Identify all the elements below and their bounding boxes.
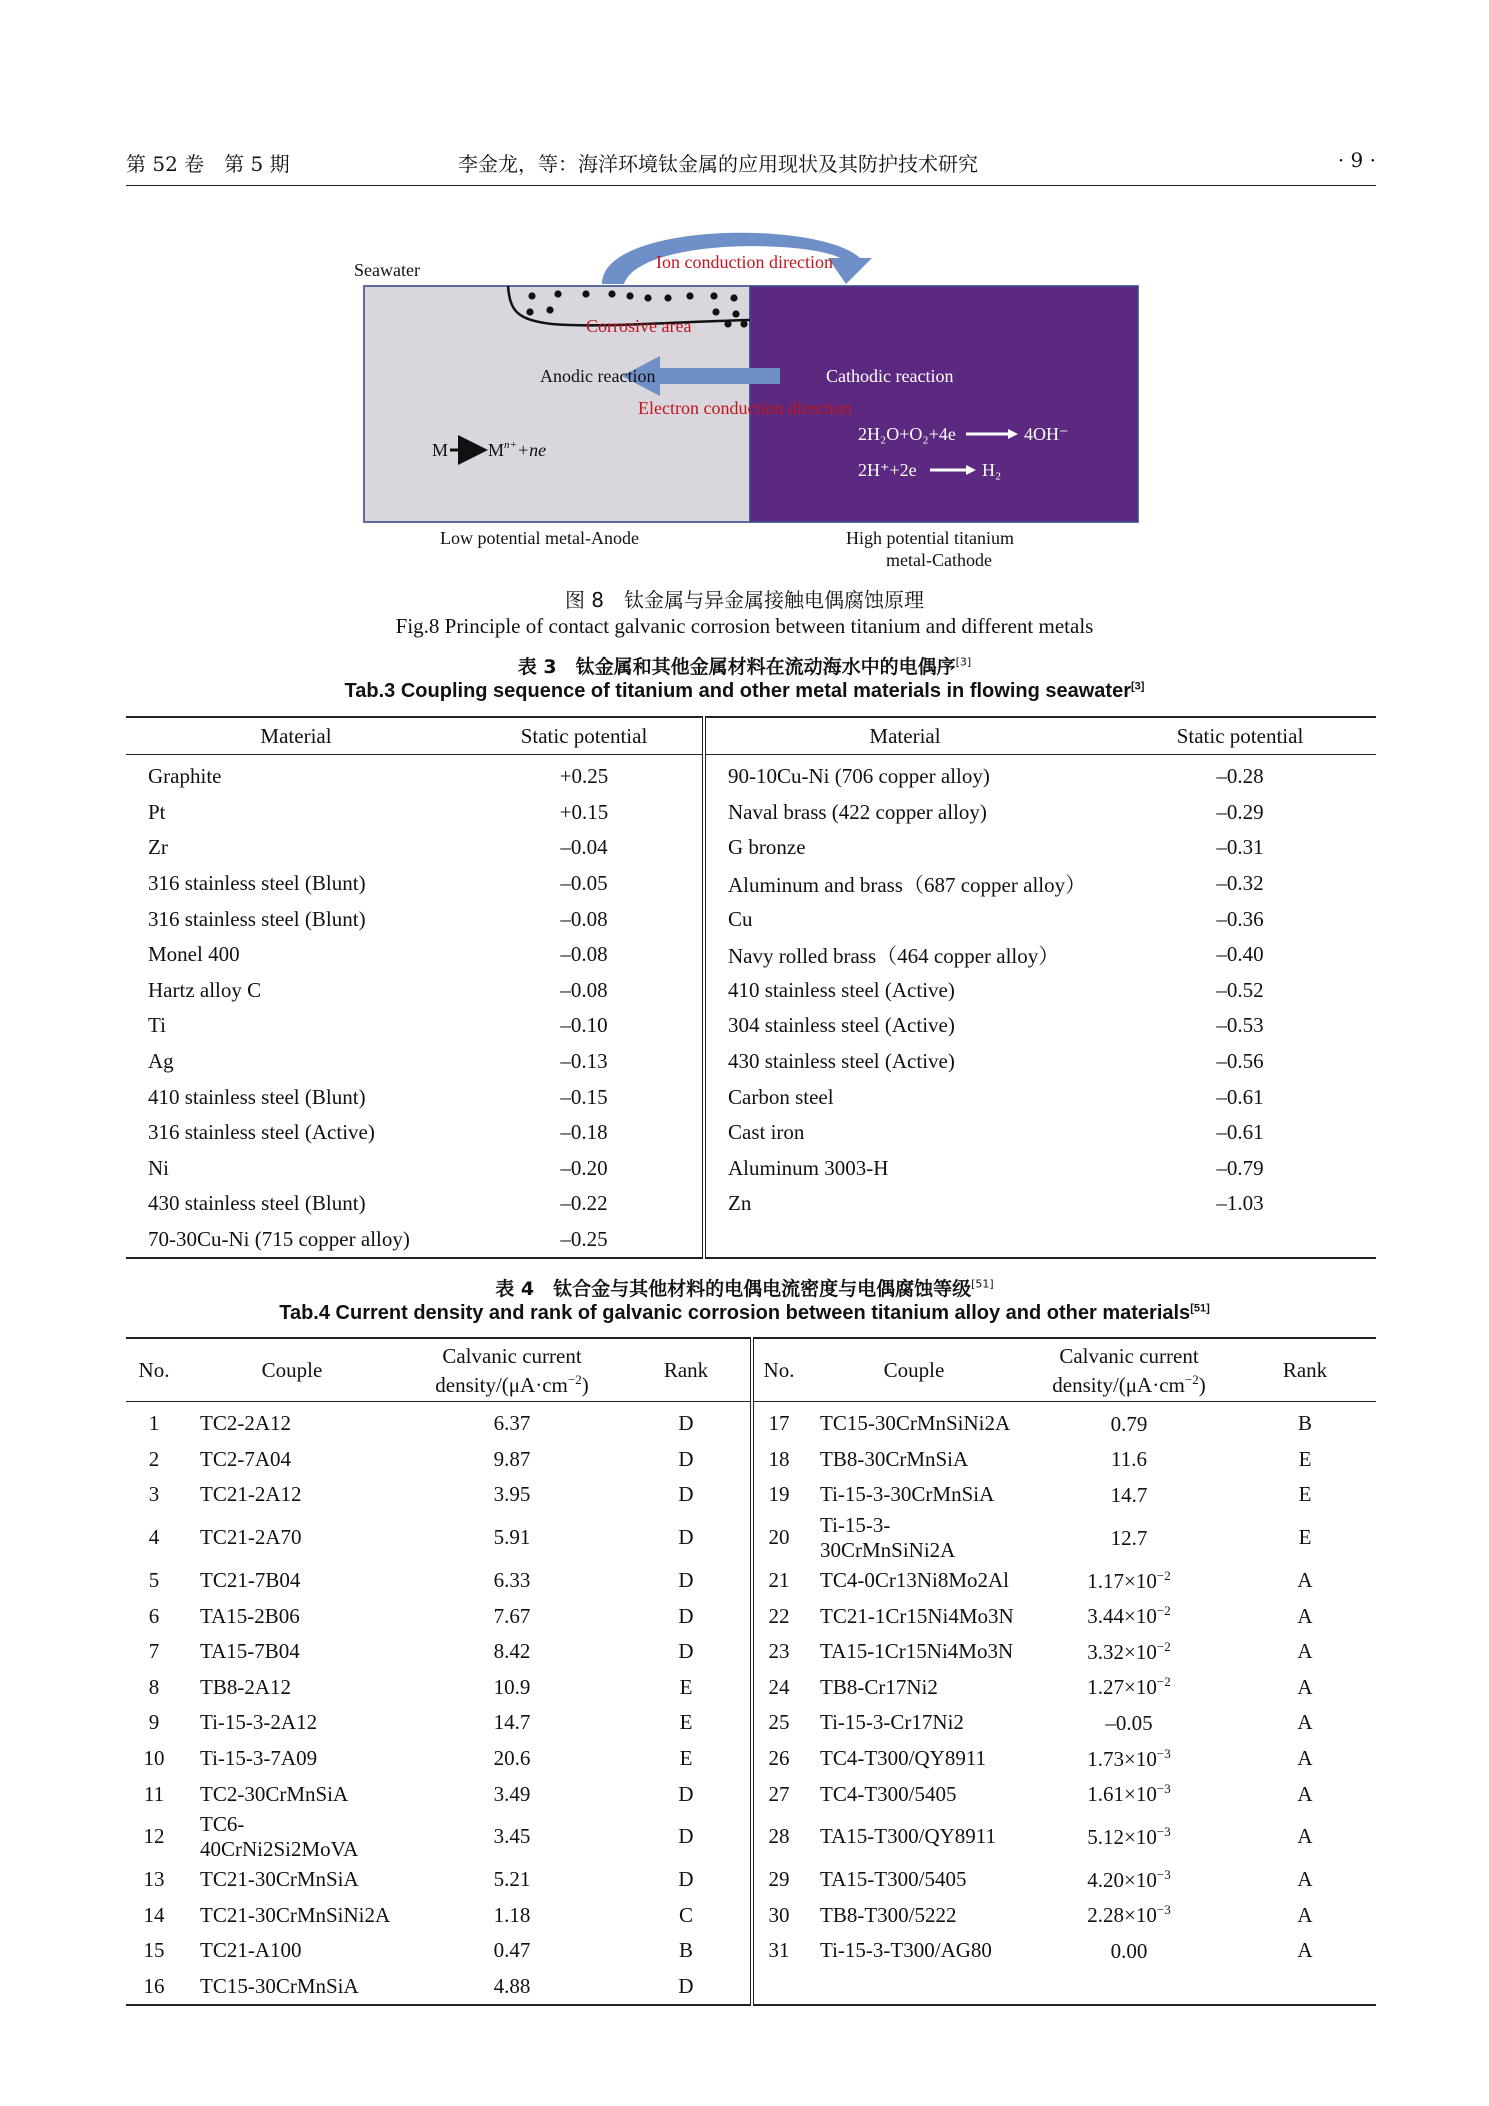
potential-cell: –0.28	[1216, 764, 1264, 789]
table-row	[126, 1186, 1376, 1222]
potential-cell: –0.36	[1216, 906, 1264, 931]
density-cell: $3.44\times 10^{-2}$	[1087, 1603, 1171, 1629]
no-cell: 4	[148, 1525, 160, 1550]
couple-cell: TA15-7B04	[200, 1639, 300, 1664]
density-cell: $2.28\times 10^{-3}$	[1087, 1902, 1171, 1928]
couple-cell	[804, 1969, 1024, 2006]
rank-cell: A	[1297, 1568, 1313, 1593]
potential-cell: –0.40	[1216, 942, 1264, 967]
no-cell: 3	[148, 1482, 160, 1507]
no-cell: 7	[148, 1639, 160, 1664]
table-row	[126, 1598, 1376, 1634]
potential-cell: –0.10	[466, 1008, 704, 1044]
table4-caption-zh: 表 4 钛合金与其他材料的电偶电流密度与电偶腐蚀等级[51]	[495, 1277, 994, 1300]
anode-reaction-sup: n+	[504, 439, 517, 451]
couple-cell: TC15-30CrMnSiNi2A	[820, 1411, 1011, 1436]
table4-header-current: Calvanic current density/$(\mu A\cdot cm^{-2})$	[1024, 1338, 1234, 1402]
no-cell: 23	[768, 1639, 790, 1664]
rank-cell: D	[622, 1862, 752, 1898]
no-cell: 10	[143, 1746, 165, 1771]
couple-cell: TC21-2A12	[200, 1482, 302, 1507]
table4-header-no: No.	[126, 1338, 182, 1402]
article-title: 李金龙，等：海洋环境钛金属的应用现状及其防护技术研究	[458, 152, 978, 176]
rank-cell: A	[1297, 1603, 1313, 1628]
no-cell: 17	[768, 1411, 790, 1436]
rank-cell: D	[622, 1402, 752, 1442]
table-row	[126, 1812, 1376, 1862]
table4-header-row	[126, 1338, 1376, 1402]
couple-cell: TC2-30CrMnSiA	[200, 1781, 349, 1806]
table-row	[126, 1402, 1376, 1442]
density-cell: $1.27\times 10^{-2}$	[1087, 1674, 1171, 1700]
potential-cell: –0.61	[1216, 1084, 1264, 1109]
figure-8	[340, 228, 1180, 578]
material-cell: Zn	[728, 1191, 752, 1216]
potential-cell: –0.25	[466, 1222, 704, 1259]
density-cell: 20.6	[493, 1746, 531, 1771]
corrosive-area-label: Corrosive area	[586, 316, 692, 336]
potential-cell: –0.08	[466, 901, 704, 937]
rank-cell: E	[622, 1670, 752, 1706]
rank-cell: E	[1298, 1446, 1312, 1471]
couple-cell: TC21-30CrMnSiA	[200, 1867, 359, 1892]
material-cell: 90-10Cu-Ni (706 copper alloy)	[728, 764, 990, 789]
no-cell: 12	[143, 1824, 165, 1849]
density-cell: 6.37	[493, 1411, 531, 1436]
material-cell: Pt	[148, 799, 166, 824]
rank-cell: A	[1297, 1867, 1313, 1892]
rank-cell: A	[1297, 1902, 1313, 1927]
table-row	[126, 1563, 1376, 1599]
density-cell: 9.87	[493, 1446, 531, 1471]
anode-metal-label: Low potential metal-Anode	[440, 528, 639, 548]
potential-cell: –0.08	[466, 937, 704, 973]
cathode-reaction-2-left: 2H⁺+2e	[858, 460, 917, 480]
couple-cell: TB8-30CrMnSiA	[820, 1446, 969, 1471]
table3-caption-en: Tab.3 Coupling sequence of titanium and other metal materials in flowing seawater[3]	[344, 680, 1145, 702]
table3-header-potential: Static potential	[1104, 717, 1376, 755]
potential-cell: –0.18	[466, 1115, 704, 1151]
no-cell: 28	[768, 1824, 790, 1849]
couple-cell: TA15-T300/5405	[820, 1867, 967, 1892]
material-cell: Aluminum and brass（687 copper alloy）	[728, 872, 1087, 897]
density-cell: $5.12\times 10^{-3}$	[1087, 1823, 1171, 1849]
potential-cell: –0.56	[1216, 1049, 1264, 1074]
potential-cell: –1.03	[1216, 1191, 1264, 1216]
couple-cell: TA15-T300/QY8911	[820, 1824, 997, 1849]
material-cell	[704, 1222, 1104, 1259]
couple-cell: TC21-7B04	[200, 1568, 301, 1593]
table4-caption-en: Tab.4 Current density and rank of galvanic corrosion between titanium alloy and other materials[51]	[279, 1302, 1210, 1324]
no-cell: 11	[143, 1781, 165, 1806]
potential-cell: –0.29	[1216, 799, 1264, 824]
anodic-reaction-label: Anodic reaction	[540, 366, 656, 386]
density-cell: $3.32\times 10^{-2}$	[1087, 1638, 1171, 1664]
no-cell: 19	[768, 1482, 790, 1507]
density-cell: 11.6	[1111, 1447, 1147, 1472]
table-row	[126, 1634, 1376, 1670]
material-cell: 430 stainless steel (Active)	[728, 1049, 955, 1074]
material-cell: 316 stainless steel (Blunt)	[148, 871, 366, 896]
potential-cell: –0.20	[466, 1151, 704, 1187]
rank-cell: A	[1297, 1674, 1313, 1699]
table-row	[126, 1079, 1376, 1115]
rank-cell: D	[622, 1634, 752, 1670]
couple-cell: TB8-T300/5222	[820, 1902, 957, 1927]
rank-cell: D	[622, 1776, 752, 1812]
figure-caption-en: Fig.8 Principle of contact galvanic corrosion between titanium and different metals	[395, 614, 1094, 638]
anode-reaction-tail: +ne	[516, 440, 547, 460]
couple-cell: TB8-2A12	[200, 1674, 291, 1699]
material-cell: 316 stainless steel (Active)	[148, 1120, 375, 1145]
density-cell: $1.17\times 10^{-2}$	[1087, 1567, 1171, 1593]
rank-cell: A	[1297, 1710, 1313, 1735]
table-row	[126, 1044, 1376, 1080]
table-row	[126, 1115, 1376, 1151]
table-row	[126, 1008, 1376, 1044]
potential-cell: –0.32	[1216, 871, 1264, 896]
density-cell: 14.7	[1110, 1482, 1148, 1507]
no-cell: 25	[768, 1710, 790, 1735]
no-cell: 5	[148, 1568, 160, 1593]
table4-header-couple: Couple	[182, 1338, 402, 1402]
table-row	[126, 755, 1376, 795]
page-number: · 9 ·	[1337, 148, 1376, 172]
density-cell: $4.20\times 10^{-3}$	[1087, 1866, 1171, 1892]
material-cell: 304 stainless steel (Active)	[728, 1013, 955, 1038]
material-cell: Monel 400	[148, 942, 240, 967]
material-cell: Aluminum 3003-H	[728, 1155, 889, 1180]
rank-cell: A	[1297, 1746, 1313, 1771]
couple-cell: Ti-15-3-7A09	[200, 1746, 318, 1771]
rank-cell: E	[1298, 1482, 1312, 1507]
figure-caption-zh: 图 8 钛金属与异金属接触电偶腐蚀原理	[564, 588, 925, 612]
no-cell: 24	[768, 1674, 790, 1699]
no-cell: 30	[768, 1902, 790, 1927]
couple-cell: TC6-40CrNi2Si2MoVA	[200, 1811, 359, 1861]
cathode-reaction-1-right: 4OH⁻	[1024, 424, 1069, 444]
potential-cell: +0.25	[466, 755, 704, 795]
header-rule	[126, 185, 1376, 186]
no-cell: 31	[768, 1938, 790, 1963]
potential-cell: –0.52	[1216, 977, 1264, 1002]
table-row	[126, 1513, 1376, 1563]
rank-cell: D	[622, 1513, 752, 1563]
no-cell: 9	[148, 1710, 160, 1735]
table3-header-potential: Static potential	[466, 717, 704, 755]
table-row	[126, 795, 1376, 831]
couple-cell: TC2-7A04	[200, 1446, 291, 1471]
couple-cell: Ti-15-3-30CrMnSiNi2A	[820, 1512, 956, 1562]
svg-text:Mn++ne	[488, 439, 546, 460]
running-header	[126, 146, 1376, 180]
potential-cell	[1104, 1222, 1376, 1259]
density-cell: 1.18	[493, 1902, 531, 1927]
density-cell: 3.95	[493, 1482, 531, 1507]
material-cell: Cast iron	[728, 1120, 805, 1145]
potential-cell: –0.31	[1216, 835, 1264, 860]
table-3	[126, 716, 1376, 1259]
journal-volume: 第 52 卷 第 5 期	[126, 152, 290, 176]
material-cell: G bronze	[728, 835, 806, 860]
couple-cell: TC15-30CrMnSiA	[200, 1974, 359, 1999]
potential-cell: –0.05	[466, 866, 704, 902]
density-cell	[1024, 1969, 1234, 2006]
potential-cell: +0.15	[466, 795, 704, 831]
rank-cell: D	[622, 1598, 752, 1634]
density-cell: 10.9	[493, 1674, 531, 1699]
density-cell: 14.7	[493, 1710, 531, 1735]
table-row	[126, 866, 1376, 902]
potential-cell: –0.13	[466, 1044, 704, 1080]
rank-cell: A	[1297, 1824, 1313, 1849]
table-row	[126, 1442, 1376, 1478]
material-cell: Cu	[728, 906, 753, 931]
seawater-label: Seawater	[354, 260, 420, 280]
table3-header-material: Material	[704, 717, 1104, 755]
table-row	[126, 1933, 1376, 1969]
density-cell: 8.42	[493, 1639, 531, 1664]
couple-cell: TC21-2A70	[200, 1525, 302, 1550]
rank-cell: A	[1297, 1639, 1313, 1664]
material-cell: Ag	[148, 1049, 174, 1074]
rank-cell: D	[622, 1442, 752, 1478]
table3-header-material: Material	[126, 717, 466, 755]
rank-cell: D	[622, 1969, 752, 2006]
rank-cell: E	[622, 1741, 752, 1777]
table-row	[126, 1862, 1376, 1898]
no-cell: 15	[143, 1938, 165, 1963]
couple-cell: Ti-15-3-T300/AG80	[820, 1938, 992, 1963]
material-cell: 430 stainless steel (Blunt)	[148, 1191, 366, 1216]
couple-cell: TA15-1Cr15Ni4Mo3N	[820, 1639, 1014, 1664]
density-cell: 0.47	[493, 1938, 531, 1963]
couple-cell: TC21-A100	[200, 1938, 302, 1963]
material-cell: Navy rolled brass（464 copper alloy）	[728, 943, 1060, 968]
material-cell: Graphite	[148, 764, 222, 789]
no-cell: 27	[768, 1781, 790, 1806]
anode-reaction-reactant: M	[432, 440, 449, 460]
table-row	[126, 1670, 1376, 1706]
density-cell: 5.91	[493, 1525, 531, 1550]
couple-cell: TB8-Cr17Ni2	[820, 1674, 938, 1699]
density-cell: 5.21	[493, 1867, 531, 1892]
table-row	[126, 901, 1376, 937]
cathode-metal-label-2: metal-Cathode	[886, 550, 992, 570]
rank-cell	[1234, 1969, 1376, 2006]
table-row	[126, 1705, 1376, 1741]
no-cell	[752, 1969, 804, 2006]
density-cell: 6.33	[493, 1568, 531, 1593]
density-cell: 7.67	[493, 1603, 531, 1628]
table3-header-row	[126, 717, 1376, 755]
no-cell: 1	[148, 1411, 160, 1436]
no-cell: 26	[768, 1746, 790, 1771]
rank-cell: D	[622, 1563, 752, 1599]
no-cell: 29	[768, 1867, 790, 1892]
anode-reaction-product: M	[488, 440, 505, 460]
table4-header-rank: Rank	[622, 1338, 752, 1402]
cathode-metal-label-1: High potential titanium	[846, 528, 1014, 548]
no-cell: 8	[148, 1674, 160, 1699]
potential-cell: –0.61	[1216, 1120, 1264, 1145]
no-cell: 22	[768, 1603, 790, 1628]
ion-direction-label: Ion conduction direction	[656, 252, 833, 272]
no-cell: 20	[768, 1525, 790, 1550]
material-cell: 410 stainless steel (Blunt)	[148, 1084, 366, 1109]
no-cell: 14	[143, 1902, 165, 1927]
table4-header-rank: Rank	[1234, 1338, 1376, 1402]
couple-cell: TC21-30CrMnSiNi2A	[200, 1902, 391, 1927]
density-cell: 3.49	[493, 1781, 531, 1806]
table-4	[126, 1337, 1376, 2006]
couple-cell: Ti-15-3-2A12	[200, 1710, 318, 1735]
table4-header-current: Calvanic current density/$(\mu A\cdot cm^{-2})$	[402, 1338, 622, 1402]
table-row	[126, 1151, 1376, 1187]
table3-caption-zh: 表 3 钛金属和其他金属材料在流动海水中的电偶序[3]	[517, 655, 972, 678]
cathode-reaction-2-right: H₂	[982, 460, 1002, 480]
table-row	[126, 1969, 1376, 2006]
table-row	[126, 937, 1376, 973]
cathode-reaction-1-left: 2H₂O+O₂+4e	[858, 424, 956, 444]
potential-cell: –0.04	[466, 830, 704, 866]
material-cell: Ti	[148, 1013, 166, 1038]
potential-cell: –0.79	[1216, 1155, 1264, 1180]
electron-direction-label: Electron conduction direction	[638, 398, 852, 418]
table-row	[126, 1477, 1376, 1513]
table-row	[126, 1898, 1376, 1934]
density-cell: 3.45	[493, 1824, 531, 1849]
density-cell: 0.00	[1110, 1938, 1148, 1963]
couple-cell: TC4-T300/QY8911	[820, 1746, 987, 1771]
rank-cell: C	[622, 1898, 752, 1934]
rank-cell: A	[1297, 1781, 1313, 1806]
rank-cell: E	[1298, 1525, 1312, 1550]
rank-cell: A	[1297, 1938, 1313, 1963]
couple-cell: Ti-15-3-Cr17Ni2	[820, 1710, 964, 1735]
table-row	[126, 1741, 1376, 1777]
couple-cell: TC4-T300/5405	[820, 1781, 957, 1806]
rank-cell: E	[622, 1705, 752, 1741]
table4-header-couple: Couple	[804, 1338, 1024, 1402]
rank-cell: D	[622, 1477, 752, 1513]
potential-cell: –0.22	[466, 1186, 704, 1222]
table-row	[126, 1776, 1376, 1812]
table-row	[126, 830, 1376, 866]
density-cell: 12.7	[1110, 1525, 1148, 1550]
rank-cell: B	[1297, 1411, 1312, 1436]
table-row	[126, 973, 1376, 1009]
couple-cell: TA15-2B06	[200, 1603, 300, 1628]
potential-cell: –0.15	[466, 1079, 704, 1115]
rank-cell: B	[622, 1933, 752, 1969]
potential-cell: –0.53	[1216, 1013, 1264, 1038]
density-cell: 4.88	[493, 1974, 531, 1999]
density-cell: $1.73\times 10^{-3}$	[1087, 1745, 1171, 1771]
material-cell: Carbon steel	[728, 1084, 834, 1109]
material-cell: 316 stainless steel (Blunt)	[148, 906, 366, 931]
no-cell: 16	[143, 1974, 165, 1999]
material-cell: Hartz alloy C	[148, 977, 262, 1002]
material-cell: Ni	[148, 1155, 169, 1180]
potential-cell: –0.08	[466, 973, 704, 1009]
table-row	[126, 1222, 1376, 1259]
material-cell: 70-30Cu-Ni (715 copper alloy)	[148, 1227, 410, 1252]
material-cell: Naval brass (422 copper alloy)	[728, 799, 987, 824]
material-cell: 410 stainless steel (Active)	[728, 977, 955, 1002]
material-cell: Zr	[148, 835, 168, 860]
no-cell: 21	[768, 1568, 790, 1593]
table4-header-no: No.	[752, 1338, 804, 1402]
density-cell: –0.05	[1105, 1710, 1153, 1735]
no-cell: 2	[148, 1446, 160, 1471]
couple-cell: TC21-1Cr15Ni4Mo3N	[820, 1603, 1014, 1628]
couple-cell: TC2-2A12	[200, 1411, 291, 1436]
no-cell: 13	[143, 1867, 165, 1892]
density-cell: 0.79	[1110, 1411, 1148, 1436]
couple-cell: Ti-15-3-30CrMnSiA	[820, 1482, 995, 1507]
cathodic-reaction-label: Cathodic reaction	[826, 366, 954, 386]
couple-cell: TC4-0Cr13Ni8Mo2Al	[820, 1568, 1009, 1593]
rank-cell: D	[622, 1812, 752, 1862]
no-cell: 18	[768, 1446, 790, 1471]
density-cell: $1.61\times 10^{-3}$	[1087, 1781, 1171, 1807]
no-cell: 6	[148, 1603, 160, 1628]
